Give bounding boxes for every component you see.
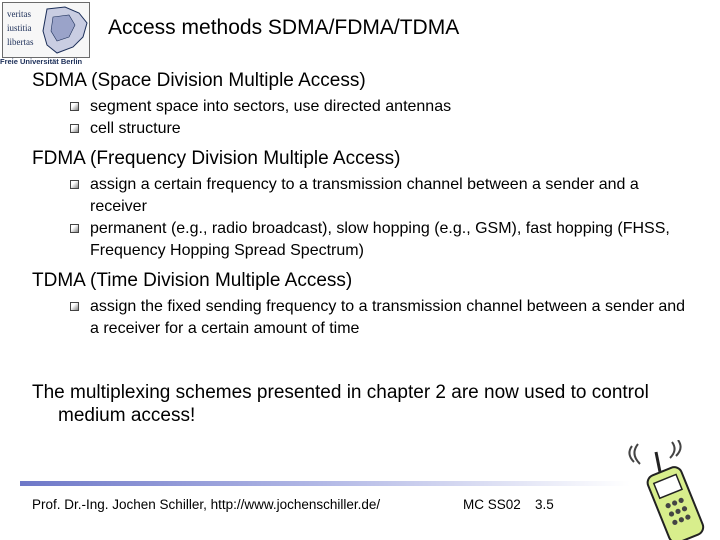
footer-course: MC SS02 bbox=[463, 497, 521, 512]
bullet-text: assign the fixed sending frequency to a transmission channel between a sender and a receiver for a certain amount of time bbox=[90, 298, 686, 337]
conclusion-text bbox=[32, 381, 712, 427]
bullet-list bbox=[32, 174, 692, 262]
list-item bbox=[32, 218, 692, 262]
bullet-list bbox=[32, 96, 692, 140]
square-bullet-icon bbox=[70, 224, 79, 233]
square-bullet-icon bbox=[70, 124, 79, 133]
footer-author: Prof. Dr.-Ing. Jochen Schiller, http://www.jochenschiller.de/ bbox=[32, 497, 381, 512]
square-bullet-icon bbox=[70, 102, 79, 111]
slide-title: Access methods SDMA/FDMA/TDMA bbox=[108, 16, 460, 39]
footer-page-number: 3.5 bbox=[535, 497, 554, 512]
section-tdma bbox=[32, 270, 692, 340]
logo-motto-2: iustitia bbox=[7, 23, 32, 33]
logo-motto-3: libertas bbox=[7, 37, 34, 47]
square-bullet-icon bbox=[70, 180, 79, 189]
section-heading: SDMA (Space Division Multiple Access) bbox=[32, 70, 366, 91]
section-fdma bbox=[32, 148, 692, 262]
bullet-text: segment space into sectors, use directed antennas bbox=[90, 98, 452, 115]
list-item bbox=[32, 174, 692, 218]
bullet-text: cell structure bbox=[90, 120, 181, 137]
footer-divider bbox=[20, 481, 630, 486]
university-logo bbox=[0, 0, 92, 68]
section-heading: FDMA (Frequency Division Multiple Access) bbox=[32, 148, 401, 169]
mobile-phone-icon bbox=[618, 440, 714, 540]
bullet-list bbox=[32, 296, 692, 340]
slide-content bbox=[32, 70, 692, 348]
section-heading: TDMA (Time Division Multiple Access) bbox=[32, 270, 353, 291]
logo-motto-1: veritas bbox=[7, 9, 31, 19]
conclusion-line-2: medium access! bbox=[58, 405, 196, 426]
logo-emblem bbox=[2, 2, 90, 58]
logo-caption: Freie Universität Berlin bbox=[0, 57, 83, 66]
conclusion-line-1: The multiplexing schemes presented in chapter 2 are now used to control bbox=[32, 382, 649, 403]
list-item bbox=[32, 296, 692, 340]
list-item bbox=[32, 118, 692, 140]
bullet-text: assign a certain frequency to a transmission channel between a sender and a receiver bbox=[90, 176, 639, 215]
list-item bbox=[32, 96, 692, 118]
section-sdma bbox=[32, 70, 692, 140]
bullet-text: permanent (e.g., radio broadcast), slow hopping (e.g., GSM), fast hopping (FHSS, Frequency Hopping Spread Spectrum) bbox=[90, 220, 670, 259]
square-bullet-icon bbox=[70, 302, 79, 311]
